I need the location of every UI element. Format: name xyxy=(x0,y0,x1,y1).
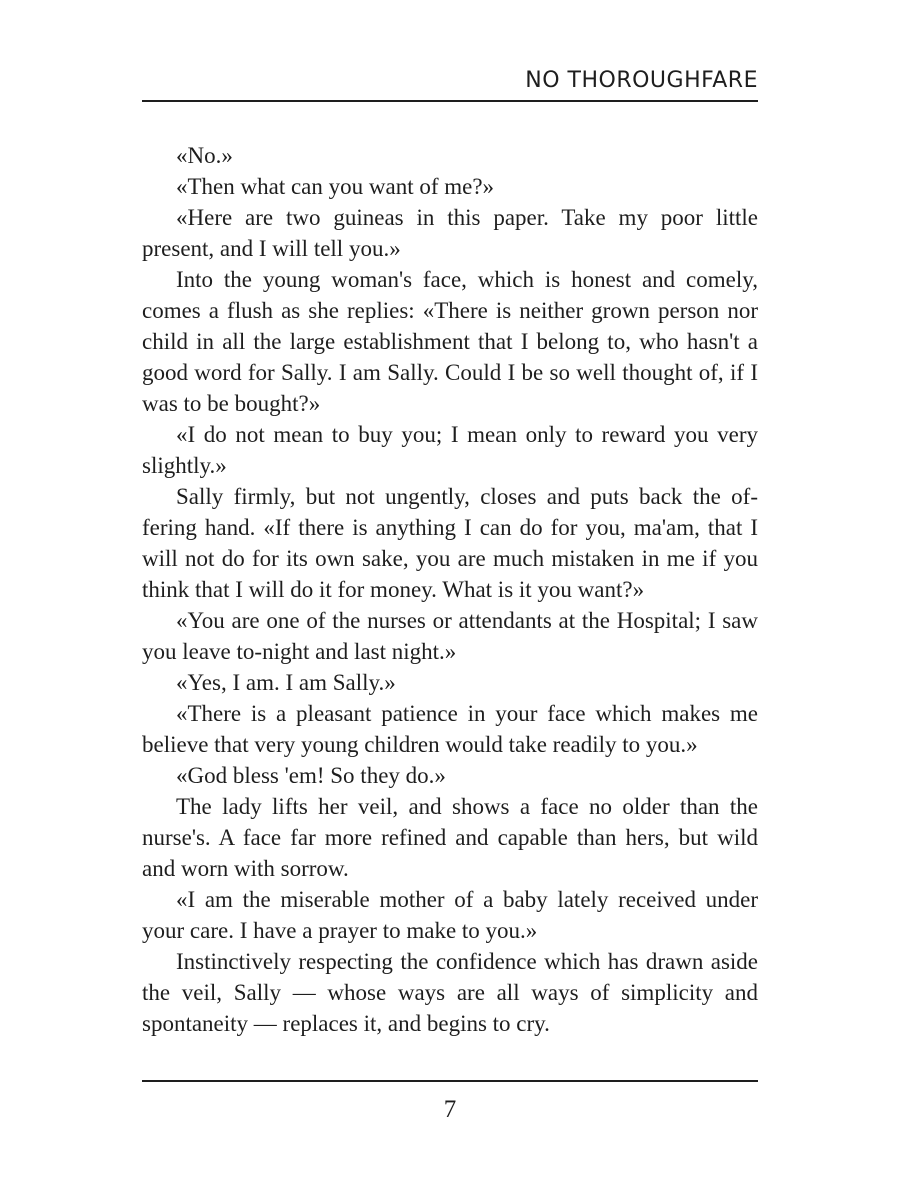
paragraph: «I am the miserable mother of a baby lately received under your care. I have a prayer to make to you.» xyxy=(142,887,758,943)
running-head-title: NO THOROUGHFARE xyxy=(525,68,758,93)
paragraph: Sally firmly, but not ungently, closes and puts back the of-fering hand. «If there is anything I can do for you, ma'am, that I will not do for its own sake, you are much mistaken in me if you think that I will do it for money. What is it you want?» xyxy=(142,484,758,602)
paragraph: «Then what can you want of me?» xyxy=(176,174,495,199)
header-rule xyxy=(142,100,758,102)
paragraph: «Here are two guineas in this paper. Take my poor little present, and I will tell you.» xyxy=(142,205,758,261)
page-body-text xyxy=(142,140,758,1039)
paragraph: «No.» xyxy=(176,143,233,168)
footer-rule xyxy=(142,1080,758,1082)
paragraph: Into the young woman's face, which is honest and comely, comes a flush as she replies: «There is neither grown person nor child in all the large establishment that I belong to, who hasn't a good word for Sally. I am Sally. Could I be so well thought of, if I was to be bought?» xyxy=(142,267,758,416)
paragraph: «You are one of the nurses or attendants at the Hospital; I saw you leave to-night and last night.» xyxy=(142,608,758,664)
paragraph: The lady lifts her veil, and shows a face no older than the nurse's. A face far more refined and capable than hers, but wild and worn with sorrow. xyxy=(142,794,758,881)
paragraph: «There is a pleasant patience in your face which makes me believe that very young children would take readily to you.» xyxy=(142,701,758,757)
paragraph: «Yes, I am. I am Sally.» xyxy=(176,670,396,695)
paragraph: «God bless 'em! So they do.» xyxy=(176,763,446,788)
page-number: 7 xyxy=(443,1096,457,1123)
paragraph: Instinctively respecting the confidence which has drawn aside the veil, Sally — whose ways are all ways of simplicity and spontaneity — replaces it, and begins to cry. xyxy=(142,949,758,1036)
paragraph: «I do not mean to buy you; I mean only to reward you very slightly.» xyxy=(142,422,758,478)
